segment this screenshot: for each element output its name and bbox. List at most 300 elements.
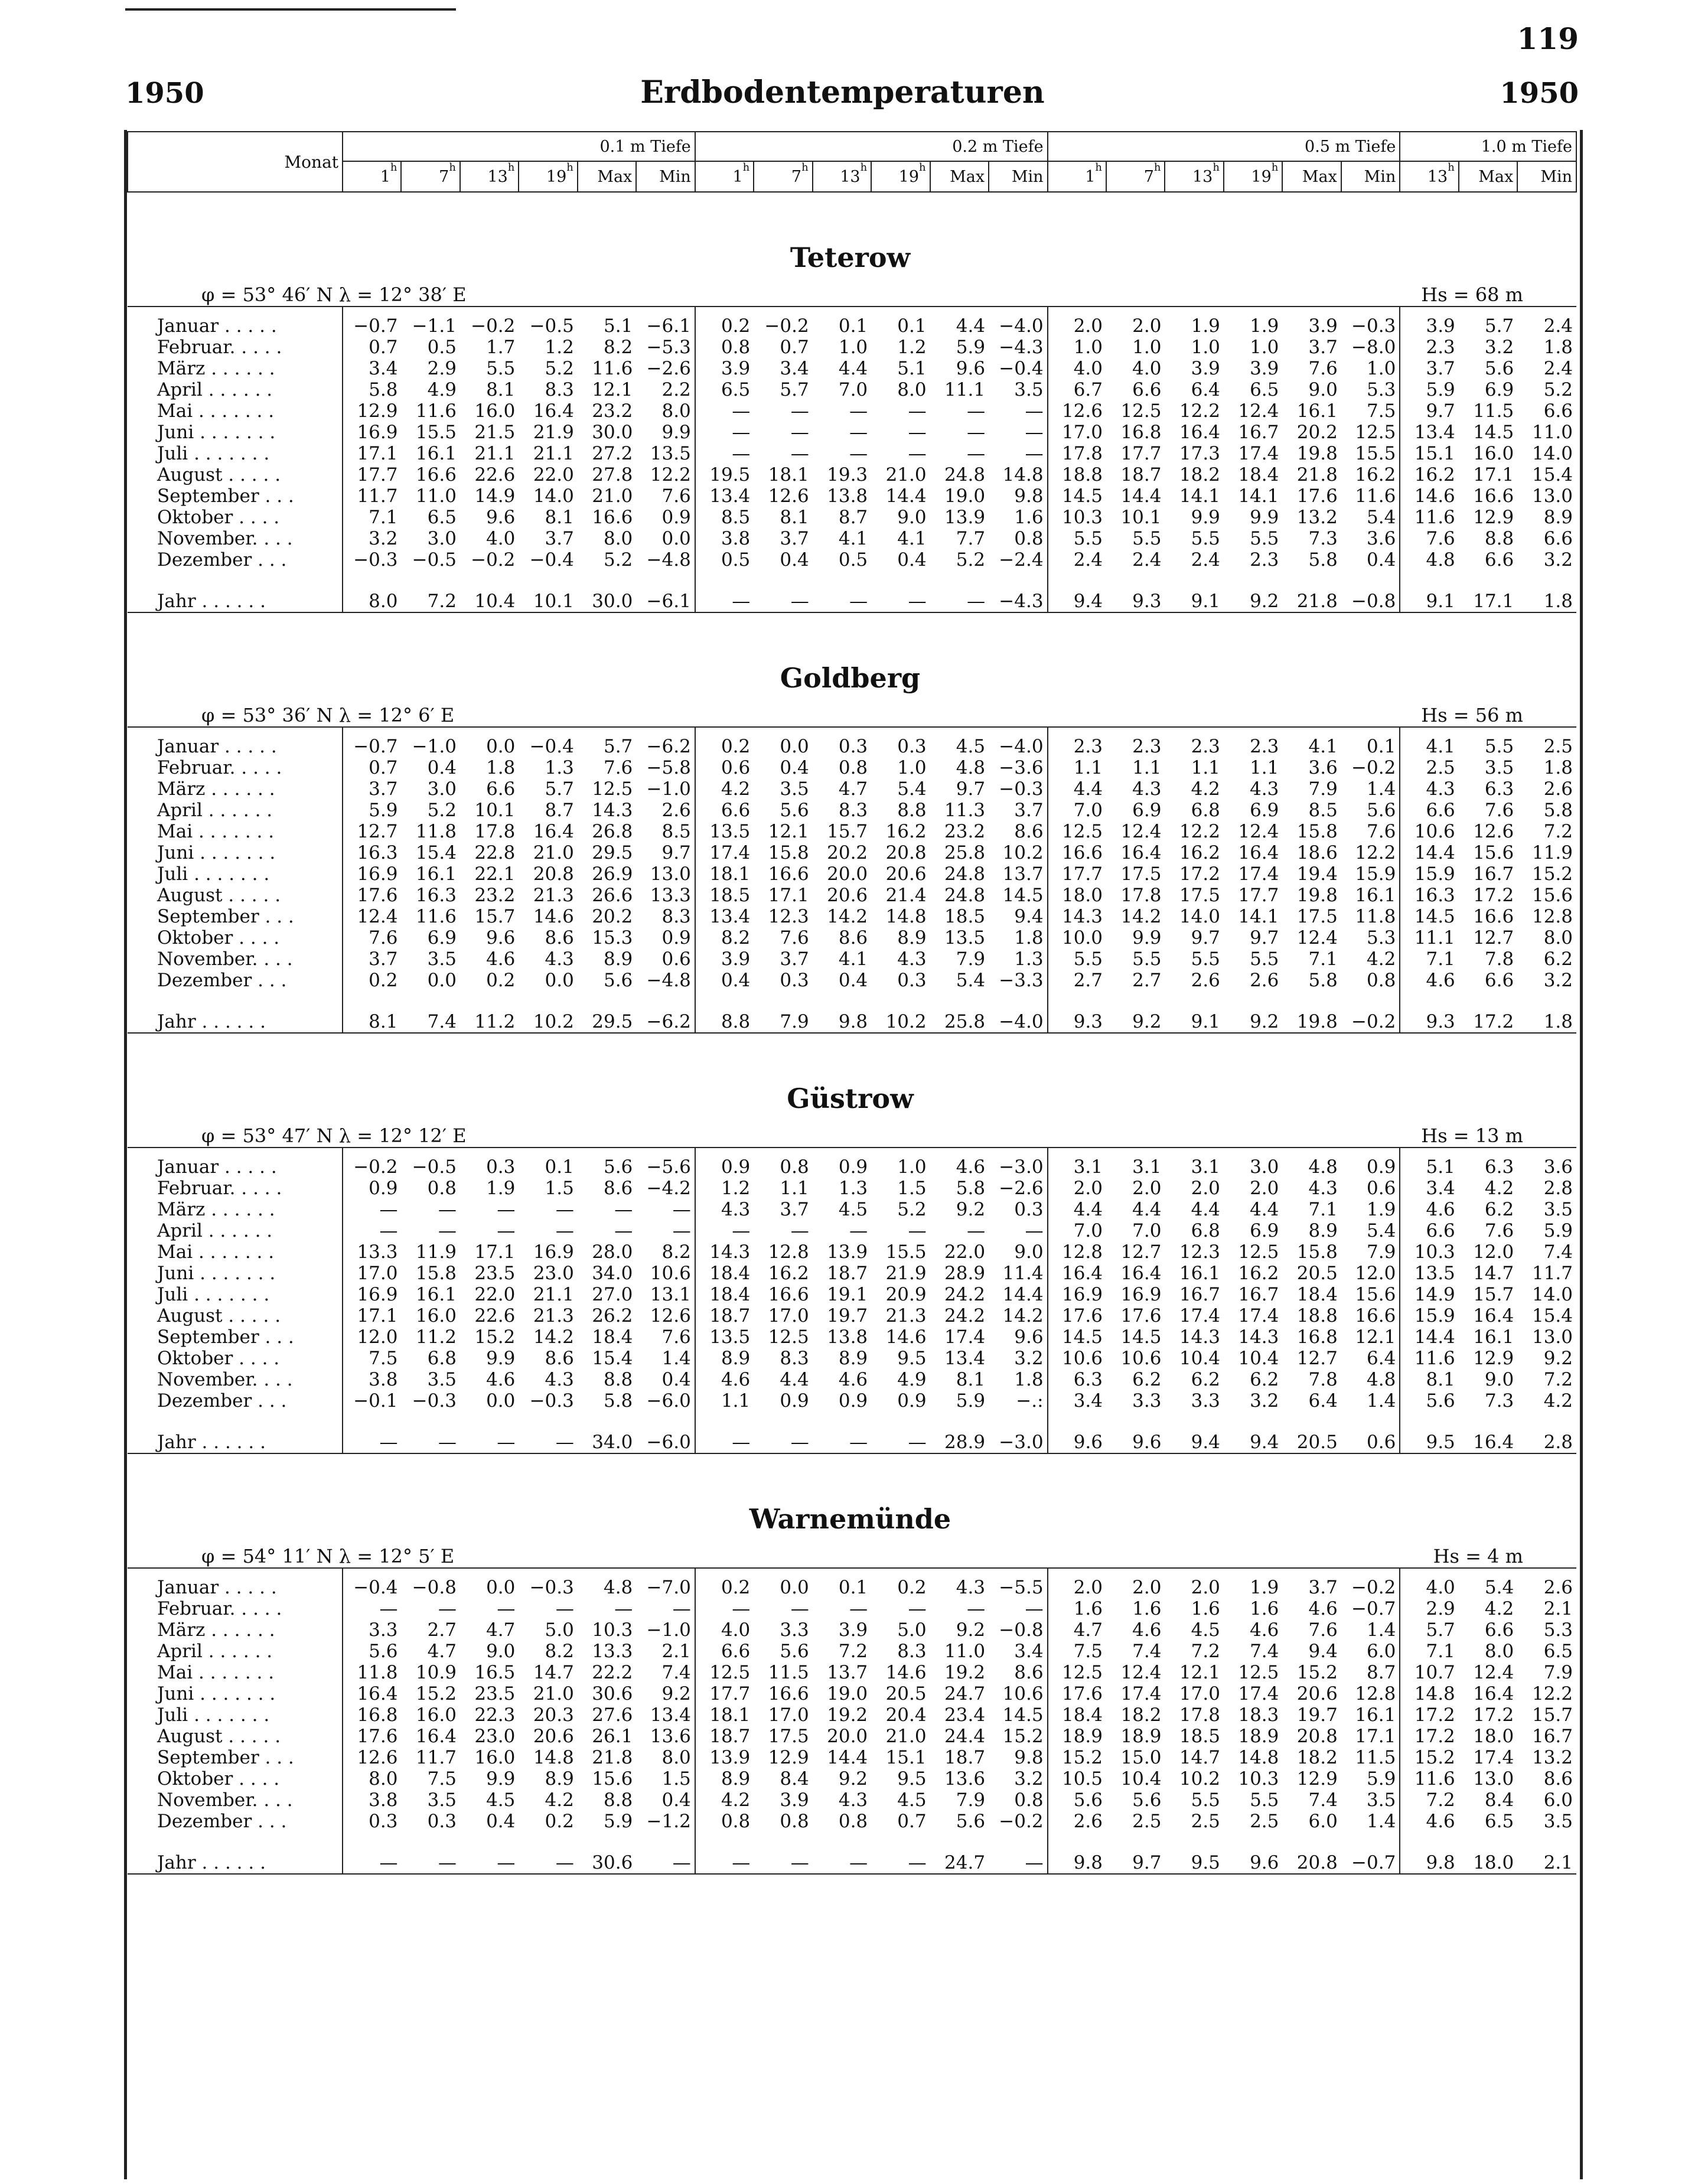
table-cell: 29.5 bbox=[592, 842, 633, 863]
table-cell: 13.5 bbox=[709, 1326, 751, 1348]
table-cell: 0.0 bbox=[486, 736, 516, 757]
table-cell: 19.7 bbox=[827, 1305, 868, 1326]
table-cell: −0.8 bbox=[989, 1619, 1048, 1641]
table-cell: 5.4 bbox=[1484, 1577, 1514, 1598]
table-cell: 5.5 bbox=[1191, 528, 1220, 549]
table-cell: 13.3 bbox=[636, 885, 695, 906]
table-cell: 24.8 bbox=[944, 464, 986, 485]
month-label: Dezember . . . bbox=[128, 549, 343, 571]
table-cell: −8.0 bbox=[1341, 337, 1400, 358]
table-cell: 17.6 bbox=[357, 885, 398, 906]
table-cell: 8.0 bbox=[343, 571, 401, 612]
table-cell: 0.4 bbox=[897, 549, 927, 571]
table-cell: 4.4 bbox=[838, 358, 868, 379]
table-cell: 14.5 bbox=[989, 885, 1048, 906]
table-cell: 5.3 bbox=[1543, 1619, 1573, 1641]
table-cell: 17.0 bbox=[1179, 1683, 1220, 1704]
table-cell: — bbox=[695, 1832, 754, 1874]
table-cell: — bbox=[343, 1832, 401, 1874]
table-cell: −1.1 bbox=[412, 315, 457, 337]
table-cell: 5.5 bbox=[1250, 1789, 1279, 1811]
table-cell: 34.0 bbox=[578, 1412, 636, 1453]
table-row bbox=[128, 379, 1576, 400]
station-height: Hs = 56 m bbox=[930, 696, 1576, 727]
table-cell: −0.5 bbox=[412, 1156, 457, 1178]
table-cell: 0.3 bbox=[369, 1811, 398, 1832]
table-cell: 18.5 bbox=[1179, 1726, 1220, 1747]
table-cell: 10.3 bbox=[1061, 507, 1103, 528]
depth-header: 1.0 m Tiefe bbox=[1400, 132, 1576, 161]
table-cell: 11.5 bbox=[1473, 400, 1514, 422]
table-cell: 20.4 bbox=[885, 1704, 927, 1726]
table-cell: 9.2 bbox=[1106, 991, 1165, 1033]
table-cell: 14.9 bbox=[474, 485, 516, 507]
table-row bbox=[128, 549, 1576, 571]
table-cell: 13.0 bbox=[1531, 485, 1573, 507]
table-cell: 14.8 bbox=[1414, 1683, 1455, 1704]
table-cell: 14.4 bbox=[885, 485, 927, 507]
table-cell: 9.2 bbox=[956, 1619, 986, 1641]
column-header: 13$^h$ bbox=[813, 161, 871, 192]
table-cell: — bbox=[989, 422, 1048, 443]
table-cell: 4.8 bbox=[956, 757, 986, 778]
table-cell: 1.2 bbox=[545, 337, 574, 358]
table-cell: 10.4 bbox=[460, 571, 519, 612]
table-cell: 6.5 bbox=[1250, 379, 1279, 400]
table-cell: 15.7 bbox=[827, 821, 868, 842]
table-cell: 14.7 bbox=[1473, 1263, 1514, 1284]
table-cell: 3.4 bbox=[369, 358, 398, 379]
table-cell: 4.4 bbox=[956, 315, 986, 337]
table-row bbox=[128, 1789, 1576, 1811]
table-cell: 9.9 bbox=[486, 1348, 516, 1369]
table-cell: 12.3 bbox=[1179, 1241, 1220, 1263]
table-cell: 4.5 bbox=[1191, 1619, 1220, 1641]
table-cell: 9.4 bbox=[989, 906, 1048, 927]
table-cell: 9.2 bbox=[1224, 991, 1282, 1033]
table-row bbox=[128, 1241, 1576, 1263]
table-cell: 4.3 bbox=[545, 1369, 574, 1390]
table-cell: 5.6 bbox=[1132, 1789, 1162, 1811]
table-cell: 3.5 bbox=[427, 1369, 457, 1390]
table-cell: 8.6 bbox=[603, 1178, 633, 1199]
jahr-label: Jahr . . . . . . bbox=[128, 571, 343, 612]
table-cell: 3.8 bbox=[369, 1369, 398, 1390]
table-cell: 12.3 bbox=[768, 906, 809, 927]
table-cell: — bbox=[401, 1412, 459, 1453]
table-cell: 7.6 bbox=[1341, 821, 1400, 842]
table-cell: 16.4 bbox=[1238, 842, 1279, 863]
table-cell: 9.0 bbox=[1484, 1369, 1514, 1390]
table-cell: 3.0 bbox=[427, 778, 457, 800]
table-cell: 0.1 bbox=[1341, 727, 1400, 757]
table-cell: 2.6 bbox=[1543, 1577, 1573, 1598]
table-cell: 1.1 bbox=[721, 1390, 751, 1412]
table-cell: 3.7 bbox=[780, 1199, 809, 1220]
table-cell: 14.3 bbox=[1238, 1326, 1279, 1348]
table-row-jahr bbox=[128, 571, 1576, 612]
month-label: August . . . . . bbox=[128, 464, 343, 485]
table-cell: 9.9 bbox=[1191, 507, 1220, 528]
table-cell: — bbox=[555, 1598, 574, 1619]
table-cell: −4.0 bbox=[989, 991, 1048, 1033]
table-cell: 9.9 bbox=[486, 1768, 516, 1789]
table-cell: 16.3 bbox=[1414, 885, 1455, 906]
table-cell: 3.9 bbox=[1426, 315, 1455, 337]
table-cell: 11.0 bbox=[1531, 422, 1573, 443]
table-cell: 17.1 bbox=[474, 1241, 516, 1263]
table-cell: 5.6 bbox=[780, 1641, 809, 1662]
table-cell: −0.7 bbox=[353, 736, 398, 757]
table-cell: 15.9 bbox=[1414, 863, 1455, 885]
table-cell: 6.2 bbox=[1543, 948, 1573, 970]
table-cell: 6.6 bbox=[1484, 549, 1514, 571]
table-cell: 30.6 bbox=[592, 1683, 633, 1704]
table-cell: −0.2 bbox=[1341, 1568, 1400, 1598]
table-cell: 1.4 bbox=[1341, 778, 1400, 800]
table-cell: 2.5 bbox=[1543, 736, 1573, 757]
table-cell: 18.1 bbox=[768, 464, 809, 485]
table-cell: 21.9 bbox=[533, 422, 574, 443]
table-cell: 8.0 bbox=[603, 528, 633, 549]
table-cell: 13.2 bbox=[1296, 507, 1338, 528]
table-cell: 5.7 bbox=[1426, 1619, 1455, 1641]
table-cell: 21.0 bbox=[885, 464, 927, 485]
table-cell: 13.5 bbox=[709, 821, 751, 842]
table-cell: 0.5 bbox=[721, 549, 751, 571]
table-row bbox=[128, 863, 1576, 885]
table-cell: 3.6 bbox=[1341, 528, 1400, 549]
table-cell: 18.5 bbox=[944, 906, 986, 927]
table-cell: 7.9 bbox=[754, 991, 812, 1033]
table-cell: 14.5 bbox=[1473, 422, 1514, 443]
table-cell: 4.4 bbox=[780, 1369, 809, 1390]
table-cell: 1.8 bbox=[1543, 337, 1573, 358]
table-row bbox=[128, 1683, 1576, 1704]
table-cell: 19.2 bbox=[944, 1662, 986, 1683]
table-cell: 0.8 bbox=[838, 1811, 868, 1832]
table-cell: 7.5 bbox=[369, 1348, 398, 1369]
table-cell: 7.8 bbox=[1484, 948, 1514, 970]
table-cell: 4.2 bbox=[1191, 778, 1220, 800]
column-header: 7$^h$ bbox=[754, 161, 812, 192]
table-cell: 20.9 bbox=[885, 1284, 927, 1305]
table-cell: 1.2 bbox=[897, 337, 927, 358]
table-cell: 16.1 bbox=[1341, 1704, 1400, 1726]
table-cell: — bbox=[614, 1598, 633, 1619]
month-label: Oktober . . . . bbox=[128, 927, 343, 948]
table-cell: 4.6 bbox=[1426, 1199, 1455, 1220]
table-cell: 23.0 bbox=[474, 1726, 516, 1747]
table-cell: 3.6 bbox=[1543, 1156, 1573, 1178]
table-cell: 0.3 bbox=[780, 970, 809, 991]
column-header: 19$^h$ bbox=[519, 161, 577, 192]
column-header: 7$^h$ bbox=[1106, 161, 1165, 192]
table-cell: 19.7 bbox=[1296, 1704, 1338, 1726]
table-cell: 5.5 bbox=[1191, 948, 1220, 970]
table-cell: 4.8 bbox=[1308, 1156, 1338, 1178]
table-cell: 17.7 bbox=[357, 464, 398, 485]
table-cell: 14.2 bbox=[989, 1305, 1048, 1326]
table-cell: 5.9 bbox=[1341, 1768, 1400, 1789]
table-cell: 5.1 bbox=[603, 315, 633, 337]
table-cell: −0.3 bbox=[412, 1390, 457, 1412]
table-cell: 9.3 bbox=[1048, 991, 1106, 1033]
table-cell: 18.7 bbox=[709, 1305, 751, 1326]
table-cell: 0.9 bbox=[838, 1390, 868, 1412]
table-cell: 15.9 bbox=[1341, 863, 1400, 885]
column-header: Max bbox=[930, 161, 989, 192]
table-cell: 6.4 bbox=[1308, 1390, 1338, 1412]
table-cell: 14.6 bbox=[1414, 485, 1455, 507]
table-cell: 3.9 bbox=[721, 358, 751, 379]
soil-temperature-table bbox=[127, 131, 1577, 1875]
month-label: September . . . bbox=[128, 1747, 343, 1768]
table-row bbox=[128, 1369, 1576, 1390]
table-cell: 4.6 bbox=[1250, 1619, 1279, 1641]
table-cell: 7.4 bbox=[1250, 1641, 1279, 1662]
table-cell: 12.7 bbox=[1120, 1241, 1162, 1263]
table-cell: 4.6 bbox=[486, 948, 516, 970]
table-cell: 3.2 bbox=[1250, 1390, 1279, 1412]
table-cell: 17.1 bbox=[1459, 571, 1517, 612]
table-cell: 14.3 bbox=[1179, 1326, 1220, 1348]
table-cell: — bbox=[989, 1832, 1048, 1874]
table-cell: 14.5 bbox=[1120, 1326, 1162, 1348]
table-cell: 5.6 bbox=[1341, 800, 1400, 821]
table-cell: 17.1 bbox=[357, 1305, 398, 1326]
table-cell: — bbox=[460, 1832, 519, 1874]
table-cell: 7.2 bbox=[1191, 1641, 1220, 1662]
table-cell: 9.0 bbox=[989, 1241, 1048, 1263]
table-cell: 0.2 bbox=[721, 315, 751, 337]
table-cell: 5.2 bbox=[897, 1199, 927, 1220]
column-header: Max bbox=[1282, 161, 1341, 192]
table-cell: 7.1 bbox=[1426, 1641, 1455, 1662]
table-cell: 16.0 bbox=[1473, 443, 1514, 464]
table-cell: 0.2 bbox=[897, 1577, 927, 1598]
table-cell: 7.1 bbox=[1426, 948, 1455, 970]
table-row-jahr bbox=[128, 991, 1576, 1033]
table-cell: 7.9 bbox=[956, 1789, 986, 1811]
table-cell: 8.7 bbox=[1341, 1662, 1400, 1683]
table-cell: 6.0 bbox=[1341, 1641, 1400, 1662]
table-cell: 7.1 bbox=[1308, 1199, 1338, 1220]
table-cell: 14.5 bbox=[1061, 485, 1103, 507]
table-cell: 9.6 bbox=[989, 1326, 1048, 1348]
table-cell: 7.0 bbox=[1073, 800, 1103, 821]
table-cell: −6.1 bbox=[636, 571, 695, 612]
month-label: August . . . . . bbox=[128, 885, 343, 906]
table-cell: 16.6 bbox=[1473, 485, 1514, 507]
table-cell: 11.9 bbox=[415, 1241, 457, 1263]
table-cell: 4.6 bbox=[838, 1369, 868, 1390]
table-cell: 9.8 bbox=[813, 991, 871, 1033]
table-cell: 25.8 bbox=[930, 991, 989, 1033]
table-cell: −0.3 bbox=[989, 778, 1048, 800]
table-cell: 5.5 bbox=[1073, 948, 1103, 970]
table-cell: — bbox=[519, 1832, 577, 1874]
table-cell: 9.2 bbox=[956, 1199, 986, 1220]
table-cell: — bbox=[908, 1598, 927, 1619]
table-cell: 15.4 bbox=[592, 1348, 633, 1369]
table-cell: 18.3 bbox=[1238, 1704, 1279, 1726]
table-row bbox=[128, 1568, 1576, 1598]
table-cell: 8.8 bbox=[603, 1789, 633, 1811]
table-cell: 11.5 bbox=[768, 1662, 809, 1683]
table-cell: 8.6 bbox=[1543, 1768, 1573, 1789]
table-cell: 1.0 bbox=[1073, 337, 1103, 358]
table-cell: 12.1 bbox=[592, 379, 633, 400]
table-cell: 0.5 bbox=[427, 337, 457, 358]
table-cell: 4.3 bbox=[545, 948, 574, 970]
table-row bbox=[128, 1598, 1576, 1619]
table-cell: 16.2 bbox=[885, 821, 927, 842]
month-label: Februar. . . . . bbox=[128, 1598, 343, 1619]
table-cell: 0.4 bbox=[780, 757, 809, 778]
table-cell: 5.5 bbox=[486, 358, 516, 379]
table-cell: 2.1 bbox=[1543, 1598, 1573, 1619]
table-cell: 21.5 bbox=[474, 422, 516, 443]
table-cell: 18.7 bbox=[827, 1263, 868, 1284]
table-cell: 18.9 bbox=[1120, 1726, 1162, 1747]
table-cell: 0.6 bbox=[1341, 1412, 1400, 1453]
table-cell: 4.5 bbox=[486, 1789, 516, 1811]
table-cell: 13.6 bbox=[944, 1768, 986, 1789]
table-cell: 7.2 bbox=[838, 1641, 868, 1662]
table-cell: 9.9 bbox=[1132, 927, 1162, 948]
table-cell: — bbox=[813, 571, 871, 612]
table-row bbox=[128, 1811, 1576, 1832]
table-cell: 3.3 bbox=[369, 1619, 398, 1641]
table-cell: 23.5 bbox=[474, 1263, 516, 1284]
table-cell: 7.0 bbox=[1132, 1220, 1162, 1241]
table-cell: 17.4 bbox=[1120, 1683, 1162, 1704]
table-cell: 14.3 bbox=[709, 1241, 751, 1263]
table-cell: −0.3 bbox=[1341, 307, 1400, 337]
table-cell: 8.7 bbox=[545, 800, 574, 821]
table-row bbox=[128, 1284, 1576, 1305]
table-cell: 1.0 bbox=[897, 1156, 927, 1178]
table-cell: 3.7 bbox=[989, 800, 1048, 821]
table-cell: 3.5 bbox=[1543, 1811, 1573, 1832]
table-cell: 0.3 bbox=[897, 736, 927, 757]
table-cell: 3.5 bbox=[1341, 1789, 1400, 1811]
table-cell: 16.4 bbox=[533, 821, 574, 842]
table-cell: 3.8 bbox=[721, 528, 751, 549]
table-cell: 9.1 bbox=[1165, 571, 1223, 612]
table-cell: −0.7 bbox=[1341, 1832, 1400, 1874]
table-cell: 18.7 bbox=[944, 1747, 986, 1768]
table-cell: 3.2 bbox=[1543, 970, 1573, 991]
table-cell: 12.9 bbox=[768, 1747, 809, 1768]
table-cell: 19.1 bbox=[827, 1284, 868, 1305]
table-cell: 19.3 bbox=[827, 464, 868, 485]
table-cell: 11.2 bbox=[460, 991, 519, 1033]
table-cell: 16.9 bbox=[357, 1284, 398, 1305]
table-cell: 3.7 bbox=[369, 948, 398, 970]
table-cell: 11.1 bbox=[944, 379, 986, 400]
table-cell: 2.3 bbox=[1426, 337, 1455, 358]
table-cell: 9.2 bbox=[1224, 571, 1282, 612]
table-cell: 7.5 bbox=[427, 1768, 457, 1789]
table-cell: 17.2 bbox=[1473, 1704, 1514, 1726]
table-cell: 0.8 bbox=[427, 1178, 457, 1199]
table-cell: 15.9 bbox=[1414, 1305, 1455, 1326]
table-cell: 8.9 bbox=[1308, 1220, 1338, 1241]
table-cell: −0.3 bbox=[529, 1577, 574, 1598]
table-cell: 7.7 bbox=[956, 528, 986, 549]
station-height: Hs = 13 m bbox=[930, 1116, 1576, 1148]
table-cell: 14.6 bbox=[885, 1662, 927, 1683]
column-header: 7$^h$ bbox=[401, 161, 459, 192]
table-cell: 9.2 bbox=[636, 1683, 695, 1704]
table-cell: 0.0 bbox=[636, 528, 695, 549]
table-cell: 17.5 bbox=[1120, 863, 1162, 885]
table-cell: 7.1 bbox=[1308, 948, 1338, 970]
table-cell: 6.9 bbox=[427, 927, 457, 948]
table-cell: 2.4 bbox=[1132, 549, 1162, 571]
table-cell: 15.4 bbox=[1531, 1305, 1573, 1326]
table-cell: −4.8 bbox=[636, 549, 695, 571]
table-cell: 4.0 bbox=[1073, 358, 1103, 379]
month-label: Mai . . . . . . . bbox=[128, 1662, 343, 1683]
station-height: Hs = 4 m bbox=[930, 1537, 1576, 1568]
column-header: 19$^h$ bbox=[1224, 161, 1282, 192]
table-cell: 7.5 bbox=[1341, 400, 1400, 422]
table-cell: 17.4 bbox=[1238, 863, 1279, 885]
table-cell: 0.9 bbox=[1341, 1148, 1400, 1178]
table-cell: 7.6 bbox=[1308, 358, 1338, 379]
table-cell: 17.2 bbox=[1473, 885, 1514, 906]
table-row bbox=[128, 906, 1576, 927]
table-cell: 13.9 bbox=[827, 1241, 868, 1263]
table-cell: 10.1 bbox=[474, 800, 516, 821]
table-cell: — bbox=[989, 1220, 1048, 1241]
table-cell: 16.1 bbox=[1179, 1263, 1220, 1284]
table-cell: 17.0 bbox=[357, 1263, 398, 1284]
table-cell: 26.8 bbox=[592, 821, 633, 842]
table-cell: 6.6 bbox=[1484, 970, 1514, 991]
table-cell: 4.3 bbox=[1132, 778, 1162, 800]
table-cell: 12.5 bbox=[1238, 1662, 1279, 1683]
month-label: Mai . . . . . . . bbox=[128, 821, 343, 842]
table-cell: 6.6 bbox=[721, 800, 751, 821]
table-cell: 13.0 bbox=[1473, 1768, 1514, 1789]
table-cell: 12.2 bbox=[1531, 1683, 1573, 1704]
table-cell: 5.5 bbox=[1484, 736, 1514, 757]
table-cell: 1.8 bbox=[1517, 991, 1576, 1033]
table-cell: −0.2 bbox=[471, 315, 516, 337]
table-cell: 1.1 bbox=[780, 1178, 809, 1199]
column-header: 1$^h$ bbox=[695, 161, 754, 192]
table-cell: 2.6 bbox=[636, 800, 695, 821]
table-cell: 0.7 bbox=[369, 337, 398, 358]
table-cell: 14.7 bbox=[533, 1662, 574, 1683]
table-cell: — bbox=[989, 1598, 1048, 1619]
table-cell: 15.4 bbox=[415, 842, 457, 863]
table-cell: 17.8 bbox=[1120, 885, 1162, 906]
table-cell: 3.0 bbox=[1250, 1156, 1279, 1178]
table-cell: 0.8 bbox=[1341, 970, 1400, 991]
month-label: Januar . . . . . bbox=[128, 1568, 343, 1598]
table-cell: 12.0 bbox=[357, 1326, 398, 1348]
table-cell: 5.5 bbox=[1073, 528, 1103, 549]
table-cell: 10.1 bbox=[519, 571, 577, 612]
table-cell: 17.5 bbox=[1296, 906, 1338, 927]
table-cell: −5.8 bbox=[636, 757, 695, 778]
table-cell: 6.6 bbox=[1426, 800, 1455, 821]
